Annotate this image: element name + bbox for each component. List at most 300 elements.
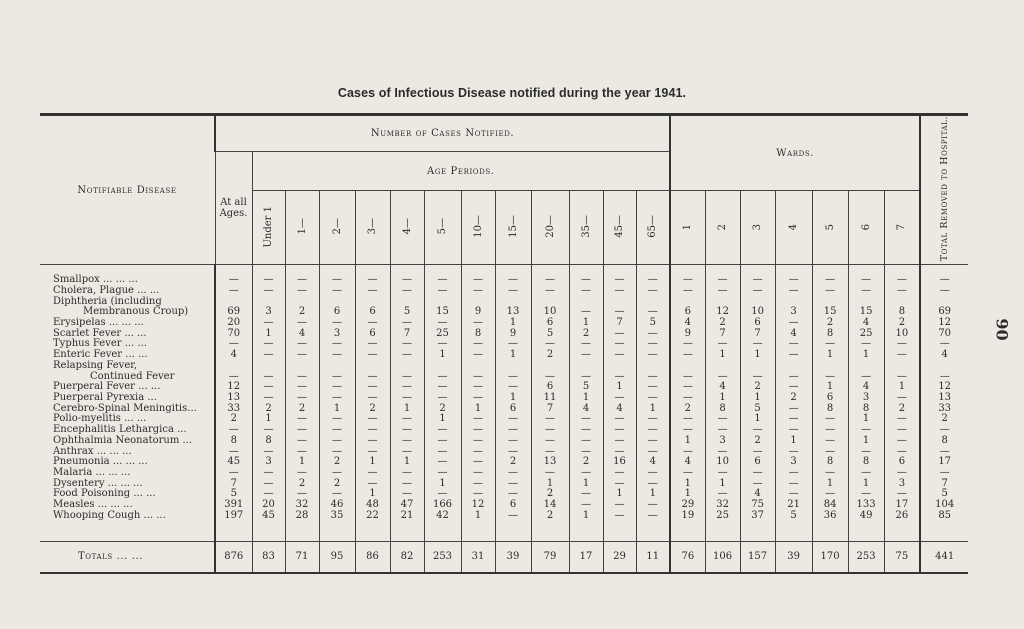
table-body: [40, 265, 968, 574]
spacer-cell: [461, 521, 495, 542]
count-cell: —: [569, 339, 603, 350]
count-cell: 1: [285, 457, 319, 468]
count-cell: 33: [920, 404, 968, 415]
ward-col-label: 1: [682, 223, 694, 231]
count-cell: —: [636, 307, 670, 318]
count-cell: —: [884, 436, 920, 447]
count-cell: [215, 361, 252, 372]
count-cell: 13: [495, 307, 531, 318]
count-cell: —: [812, 468, 848, 479]
count-cell: 8: [705, 404, 740, 415]
count-cell: —: [495, 372, 531, 383]
count-cell: —: [884, 468, 920, 479]
count-cell: 85: [920, 511, 968, 522]
count-cell: —: [355, 479, 390, 490]
disease-label: Food Poisoning ... ...: [53, 488, 156, 500]
spacer-cell: [285, 521, 319, 542]
count-cell: —: [319, 350, 355, 361]
count-cell: —: [319, 286, 355, 297]
count-cell: —: [285, 318, 319, 329]
count-cell: —: [775, 339, 812, 350]
count-cell: 7: [531, 404, 569, 415]
count-cell: 22: [355, 511, 390, 522]
count-cell: 1: [569, 511, 603, 522]
count-cell: 1: [848, 350, 884, 361]
age-col: [531, 191, 569, 265]
count-cell: 25: [705, 511, 740, 522]
count-cell: [920, 361, 968, 372]
count-cell: [884, 361, 920, 372]
count-cell: 25: [424, 329, 461, 340]
count-cell: —: [775, 372, 812, 383]
count-cell: —: [920, 468, 968, 479]
count-cell: 4: [670, 318, 705, 329]
table-row: [40, 286, 968, 297]
header-total-removed: Total Removed to Hospital.: [939, 116, 951, 262]
count-cell: —: [424, 275, 461, 286]
count-cell: 8: [920, 436, 968, 447]
total-cell: 71: [285, 542, 319, 574]
count-cell: 2: [670, 404, 705, 415]
count-cell: —: [603, 436, 636, 447]
count-cell: —: [740, 372, 775, 383]
count-cell: —: [848, 468, 884, 479]
count-cell: —: [848, 372, 884, 383]
count-cell: —: [531, 468, 569, 479]
count-cell: 12: [920, 382, 968, 393]
ward-col-label: 4: [788, 223, 800, 231]
count-cell: —: [775, 275, 812, 286]
count-cell: —: [884, 350, 920, 361]
header-notifiable-disease: Notifiable Disease: [40, 115, 215, 265]
count-cell: 7: [740, 329, 775, 340]
count-cell: —: [390, 447, 424, 458]
count-cell: —: [390, 479, 424, 490]
count-cell: 36: [812, 511, 848, 522]
count-cell: —: [848, 339, 884, 350]
count-cell: 6: [884, 457, 920, 468]
count-cell: —: [355, 382, 390, 393]
count-cell: —: [390, 468, 424, 479]
count-cell: [740, 361, 775, 372]
count-cell: 2: [531, 350, 569, 361]
count-cell: —: [215, 275, 252, 286]
count-cell: [319, 361, 355, 372]
count-cell: 4: [215, 350, 252, 361]
count-cell: —: [252, 479, 285, 490]
count-cell: —: [319, 393, 355, 404]
count-cell: —: [603, 479, 636, 490]
count-cell: —: [670, 425, 705, 436]
count-cell: 2: [884, 318, 920, 329]
count-cell: —: [569, 500, 603, 511]
count-cell: 13: [215, 393, 252, 404]
header-number-notified: Number of Cases Notified.: [215, 115, 670, 152]
ward-col: [670, 191, 705, 265]
count-cell: 8: [812, 457, 848, 468]
count-cell: —: [285, 425, 319, 436]
count-cell: 70: [920, 329, 968, 340]
count-cell: 1: [495, 393, 531, 404]
count-cell: 2: [285, 404, 319, 415]
table-row: [40, 350, 968, 361]
count-cell: [252, 361, 285, 372]
count-cell: —: [355, 318, 390, 329]
count-cell: 32: [285, 500, 319, 511]
count-cell: 391: [215, 500, 252, 511]
spacer-cell: [848, 521, 884, 542]
header-wards: Wards.: [670, 115, 920, 191]
count-cell: —: [319, 489, 355, 500]
count-cell: 2: [215, 414, 252, 425]
count-cell: 2: [569, 457, 603, 468]
count-cell: —: [636, 447, 670, 458]
count-cell: 26: [884, 511, 920, 522]
count-cell: [495, 361, 531, 372]
table-row: [40, 361, 968, 372]
count-cell: 25: [848, 329, 884, 340]
count-cell: 9: [670, 329, 705, 340]
age-col-label: 45—: [614, 214, 625, 238]
count-cell: —: [424, 457, 461, 468]
age-col-label: 10—: [472, 214, 484, 238]
count-cell: 6: [495, 404, 531, 415]
disease-label: Dysentery ... ... ...: [53, 477, 143, 489]
header-at-all-ages: At all Ages.: [215, 152, 252, 265]
total-cell: 95: [319, 542, 355, 574]
total-cell: 441: [920, 542, 968, 574]
count-cell: —: [319, 318, 355, 329]
count-cell: 2: [285, 307, 319, 318]
count-cell: —: [495, 286, 531, 297]
total-cell: 157: [740, 542, 775, 574]
count-cell: —: [252, 318, 285, 329]
count-cell: —: [319, 275, 355, 286]
count-cell: 1: [670, 489, 705, 500]
count-cell: 2: [531, 489, 569, 500]
ward-col: [705, 191, 740, 265]
page-title: Cases of Infectious Disease notified during the year 1941.: [337, 86, 687, 100]
count-cell: 11: [531, 393, 569, 404]
count-cell: 1: [775, 436, 812, 447]
count-cell: 1: [319, 404, 355, 415]
count-cell: 166: [424, 500, 461, 511]
count-cell: 7: [390, 329, 424, 340]
total-cell: 31: [461, 542, 495, 574]
count-cell: —: [812, 414, 848, 425]
count-cell: —: [705, 414, 740, 425]
count-cell: —: [670, 414, 705, 425]
count-cell: 6: [670, 307, 705, 318]
count-cell: —: [531, 447, 569, 458]
count-cell: 6: [531, 318, 569, 329]
count-cell: —: [603, 275, 636, 286]
ward-col: [740, 191, 775, 265]
count-cell: —: [636, 414, 670, 425]
spacer-cell: [812, 521, 848, 542]
count-cell: —: [812, 372, 848, 383]
count-cell: 1: [848, 479, 884, 490]
count-cell: —: [461, 286, 495, 297]
count-cell: 2: [285, 479, 319, 490]
count-cell: [531, 361, 569, 372]
count-cell: —: [355, 350, 390, 361]
count-cell: —: [495, 447, 531, 458]
age-col-label: 4—: [401, 218, 413, 235]
count-cell: —: [495, 425, 531, 436]
spacer-cell: [603, 521, 636, 542]
total-cell: 76: [670, 542, 705, 574]
count-cell: 49: [848, 511, 884, 522]
disease-label: Puerperal Pyrexia ...: [53, 392, 157, 403]
count-cell: —: [740, 468, 775, 479]
disease-label: Cholera, Plague ... ...: [53, 284, 160, 296]
count-cell: —: [636, 382, 670, 393]
count-cell: —: [775, 468, 812, 479]
count-cell: —: [636, 329, 670, 340]
count-cell: —: [355, 447, 390, 458]
spacer-cell: [252, 521, 285, 542]
spacer-cell: [775, 521, 812, 542]
count-cell: —: [636, 425, 670, 436]
table-row: [40, 511, 968, 522]
count-cell: [390, 361, 424, 372]
count-cell: 84: [812, 500, 848, 511]
count-cell: 5: [636, 318, 670, 329]
spacer-cell: [740, 521, 775, 542]
count-cell: —: [461, 318, 495, 329]
count-cell: 13: [531, 457, 569, 468]
count-cell: —: [424, 447, 461, 458]
spacer-cell: [705, 521, 740, 542]
count-cell: —: [461, 447, 495, 458]
count-cell: —: [775, 414, 812, 425]
count-cell: —: [848, 489, 884, 500]
count-cell: 37: [740, 511, 775, 522]
count-cell: 2: [495, 457, 531, 468]
count-cell: —: [461, 372, 495, 383]
count-cell: —: [215, 339, 252, 350]
ward-col-label: 7: [896, 223, 908, 231]
count-cell: 29: [670, 500, 705, 511]
count-cell: 12: [215, 382, 252, 393]
count-cell: —: [884, 339, 920, 350]
count-cell: 3: [775, 457, 812, 468]
count-cell: 2: [319, 457, 355, 468]
spacer-cell: [355, 521, 390, 542]
total-cell: 106: [705, 542, 740, 574]
count-cell: 1: [424, 414, 461, 425]
count-cell: 1: [603, 382, 636, 393]
count-cell: 12: [705, 307, 740, 318]
count-cell: 8: [252, 436, 285, 447]
count-cell: 104: [920, 500, 968, 511]
count-cell: [775, 361, 812, 372]
count-cell: [355, 361, 390, 372]
total-cell: 86: [355, 542, 390, 574]
ward-col-label: 2: [717, 223, 729, 231]
count-cell: —: [461, 436, 495, 447]
page-number: 90: [992, 318, 1012, 341]
spacer-row: [40, 521, 968, 542]
count-cell: —: [884, 414, 920, 425]
count-cell: —: [355, 436, 390, 447]
count-cell: —: [390, 425, 424, 436]
count-cell: 7: [705, 329, 740, 340]
disease-label: Smallpox ... ... ...: [53, 274, 138, 286]
count-cell: 1: [705, 393, 740, 404]
count-cell: 4: [285, 329, 319, 340]
count-cell: —: [215, 468, 252, 479]
count-cell: —: [636, 468, 670, 479]
count-cell: —: [495, 511, 531, 522]
count-cell: —: [636, 479, 670, 490]
count-cell: —: [705, 275, 740, 286]
age-col: [319, 191, 355, 265]
count-cell: —: [705, 286, 740, 297]
count-cell: 4: [603, 404, 636, 415]
count-cell: —: [461, 479, 495, 490]
spacer-cell: [424, 521, 461, 542]
age-col-label: 35—: [580, 214, 592, 238]
count-cell: —: [390, 286, 424, 297]
count-cell: 1: [569, 479, 603, 490]
count-cell: 6: [740, 457, 775, 468]
count-cell: —: [884, 372, 920, 383]
count-cell: —: [424, 393, 461, 404]
count-cell: —: [569, 425, 603, 436]
count-cell: 32: [705, 500, 740, 511]
count-cell: 3: [884, 479, 920, 490]
ward-col-label: 3: [752, 223, 764, 231]
count-cell: —: [355, 425, 390, 436]
count-cell: —: [920, 425, 968, 436]
count-cell: —: [285, 436, 319, 447]
count-cell: —: [670, 339, 705, 350]
count-cell: —: [884, 425, 920, 436]
count-cell: 20: [252, 500, 285, 511]
count-cell: 5: [740, 404, 775, 415]
count-cell: 8: [812, 329, 848, 340]
count-cell: —: [569, 414, 603, 425]
count-cell: —: [319, 436, 355, 447]
ward-col: [848, 191, 884, 265]
age-col-label: 5—: [437, 218, 448, 235]
total-cell: 17: [569, 542, 603, 574]
count-cell: —: [252, 275, 285, 286]
count-cell: 12: [461, 500, 495, 511]
count-cell: 1: [355, 489, 390, 500]
count-cell: 5: [531, 329, 569, 340]
count-cell: 4: [705, 382, 740, 393]
count-cell: 1: [740, 414, 775, 425]
count-cell: —: [569, 436, 603, 447]
count-cell: —: [812, 339, 848, 350]
count-cell: 4: [775, 329, 812, 340]
count-cell: —: [636, 393, 670, 404]
count-cell: —: [285, 447, 319, 458]
total-cell: 83: [252, 542, 285, 574]
count-cell: —: [424, 339, 461, 350]
count-cell: —: [319, 447, 355, 458]
count-cell: 35: [319, 511, 355, 522]
count-cell: —: [705, 447, 740, 458]
count-cell: 69: [215, 307, 252, 318]
count-cell: [424, 361, 461, 372]
count-cell: —: [705, 468, 740, 479]
disease-label: Puerperal Fever ... ...: [53, 381, 161, 393]
count-cell: 1: [705, 350, 740, 361]
count-cell: —: [461, 425, 495, 436]
count-cell: —: [285, 339, 319, 350]
count-cell: [705, 361, 740, 372]
count-cell: —: [705, 425, 740, 436]
age-col: [355, 191, 390, 265]
count-cell: 2: [705, 318, 740, 329]
count-cell: —: [920, 372, 968, 383]
count-cell: —: [670, 468, 705, 479]
age-col-label: 20—: [544, 214, 556, 238]
count-cell: —: [569, 468, 603, 479]
count-cell: 5: [569, 382, 603, 393]
total-cell: 39: [495, 542, 531, 574]
total-cell: 253: [424, 542, 461, 574]
count-cell: 8: [215, 436, 252, 447]
count-cell: —: [355, 393, 390, 404]
count-cell: 1: [569, 318, 603, 329]
count-cell: —: [569, 372, 603, 383]
count-cell: 6: [812, 393, 848, 404]
count-cell: —: [285, 275, 319, 286]
spacer-cell: [920, 521, 968, 542]
count-cell: —: [848, 425, 884, 436]
count-cell: 1: [812, 382, 848, 393]
count-cell: —: [603, 511, 636, 522]
count-cell: 4: [670, 457, 705, 468]
count-cell: —: [603, 425, 636, 436]
disease-label: Pneumonia ... ... ...: [53, 456, 148, 468]
count-cell: —: [740, 339, 775, 350]
age-col-label: Under 1: [263, 205, 274, 248]
count-cell: 4: [848, 382, 884, 393]
count-cell: 1: [569, 393, 603, 404]
age-col: [603, 191, 636, 265]
count-cell: 1: [390, 404, 424, 415]
count-cell: —: [355, 286, 390, 297]
count-cell: —: [285, 414, 319, 425]
count-cell: 21: [390, 511, 424, 522]
count-cell: 75: [740, 500, 775, 511]
count-cell: —: [285, 382, 319, 393]
count-cell: —: [495, 479, 531, 490]
count-cell: —: [775, 425, 812, 436]
count-cell: 2: [531, 511, 569, 522]
count-cell: 10: [740, 307, 775, 318]
count-cell: —: [390, 382, 424, 393]
count-cell: —: [920, 339, 968, 350]
count-cell: —: [603, 414, 636, 425]
count-cell: 9: [461, 307, 495, 318]
count-cell: —: [390, 372, 424, 383]
count-cell: 42: [424, 511, 461, 522]
count-cell: 8: [884, 307, 920, 318]
count-cell: —: [495, 489, 531, 500]
count-cell: —: [390, 275, 424, 286]
count-cell: 1: [848, 414, 884, 425]
count-cell: —: [569, 275, 603, 286]
count-cell: 4: [848, 318, 884, 329]
disease-label: Anthrax ... ... ...: [53, 445, 132, 457]
